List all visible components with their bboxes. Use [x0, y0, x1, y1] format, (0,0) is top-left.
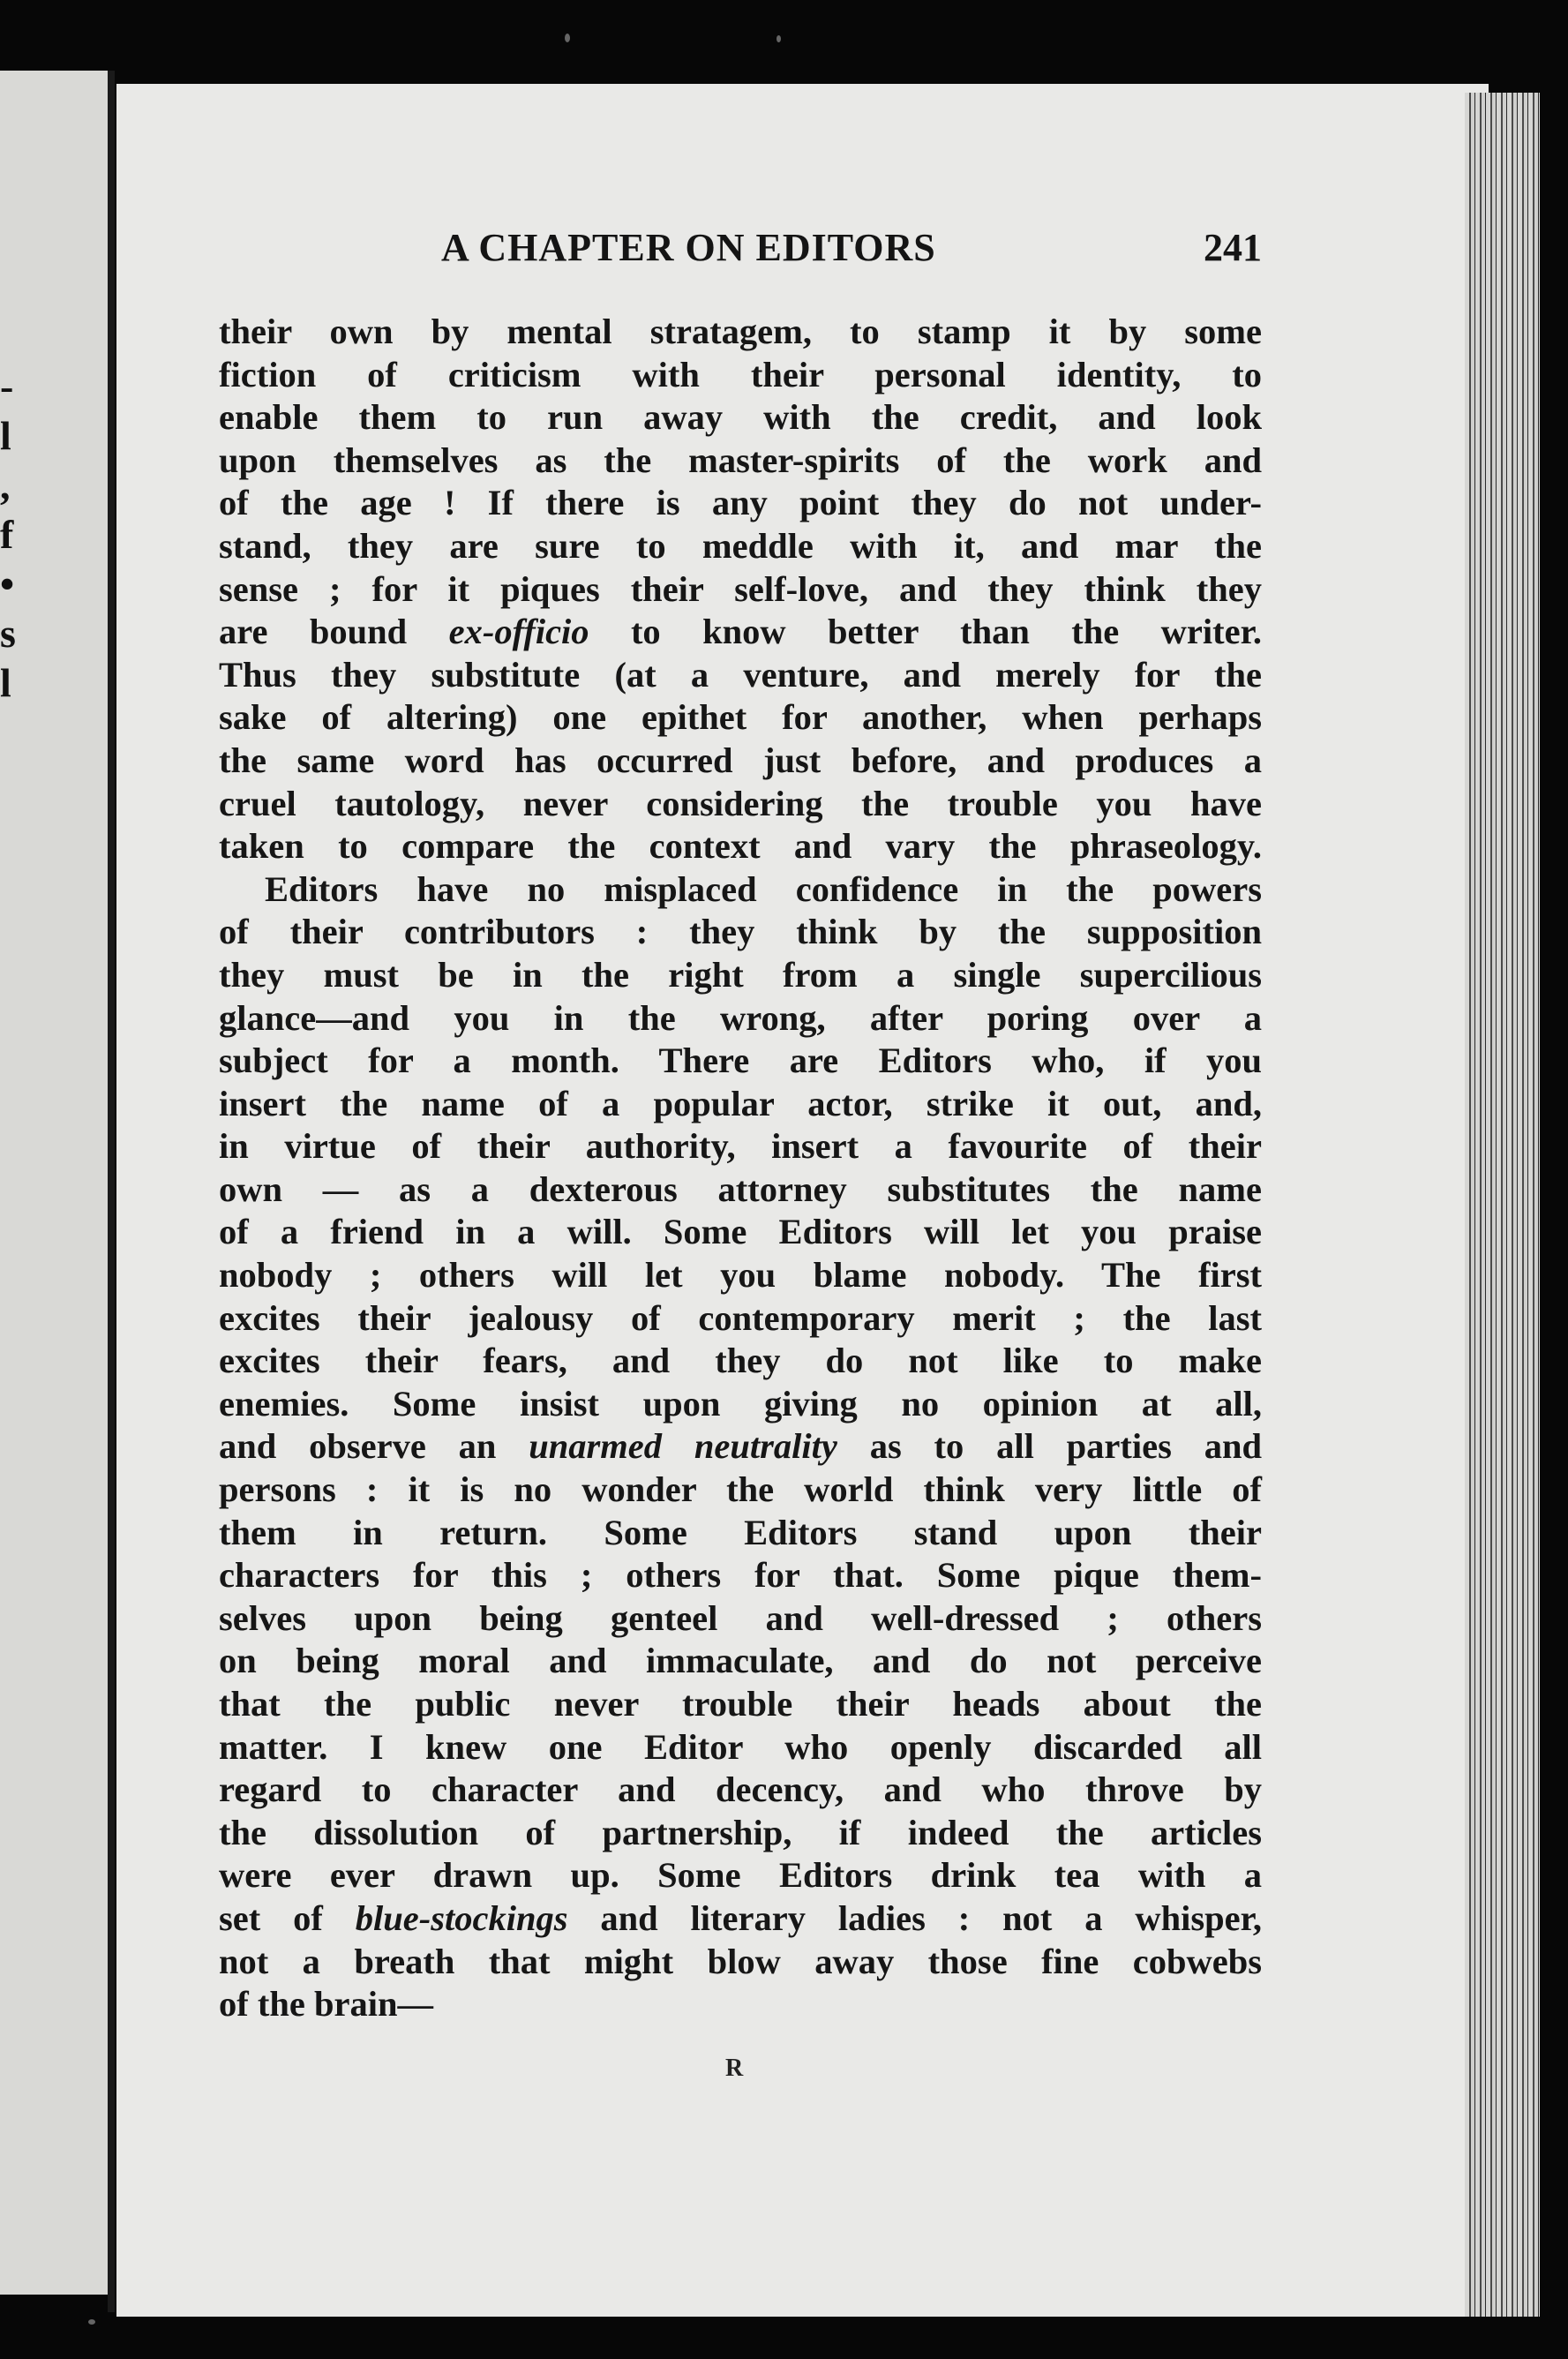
left-margin-mark: •	[0, 561, 15, 606]
text-line: own — as a dexterous attorney substitutes the name	[219, 1168, 1262, 1209]
text-line: are bound ex-officio to know better than the writer.	[219, 612, 1262, 652]
text-line: sense ; for it piques their self-love, and they think they	[219, 568, 1262, 609]
text-line: the dissolution of partnership, if indeed the articles	[219, 1812, 1262, 1852]
book-gutter	[108, 71, 115, 2312]
italic-phrase: blue-stockings	[355, 1897, 568, 1938]
text-line: in virtue of their authority, insert a favourite of their	[219, 1126, 1262, 1167]
text-line: enemies. Some insist upon giving no opinion at all,	[219, 1383, 1262, 1424]
text-line: taken to compare the context and vary the phraseology.	[219, 826, 1262, 867]
text-line: set of blue-stockings and literary ladies : not a whisper,	[219, 1897, 1262, 1938]
dust-speck	[88, 2319, 95, 2325]
left-margin-mark: -	[0, 364, 14, 409]
running-head-title: A CHAPTER ON EDITORS	[441, 226, 936, 269]
text-line: fiction of criticism with their personal identity, to	[219, 354, 1262, 394]
text-line: not a breath that might blow away those fine cobwebs	[219, 1941, 1262, 1981]
text-line: Thus they substitute (at a venture, and merely for the	[219, 654, 1262, 695]
text-line: selves upon being genteel and well-dressed ; others	[219, 1597, 1262, 1638]
text-line: they must be in the right from a single supercilious	[219, 954, 1262, 995]
left-margin-mark: ,	[0, 462, 11, 507]
left-margin-mark: l	[0, 660, 11, 705]
text-line: characters for this ; others for that. Some pique them-	[219, 1555, 1262, 1596]
text-line: and observe an unarmed neutrality as to all parties and	[219, 1426, 1262, 1467]
text-line: excites their fears, and they do not like to make	[219, 1341, 1262, 1381]
text-line: of their contributors : they think by the supposition	[219, 912, 1262, 952]
text-line: of a friend in a will. Some Editors will let you praise	[219, 1212, 1262, 1252]
text-line: of the age ! If there is any point they do not under-	[219, 483, 1262, 523]
left-margin-mark: l	[0, 413, 11, 458]
italic-phrase: unarmed neutrality	[529, 1426, 837, 1467]
text-line: excites their jealousy of contemporary merit ; the last	[219, 1297, 1262, 1338]
left-margin-marks	[0, 362, 35, 1244]
text-line: persons : it is no wonder the world think very little of	[219, 1469, 1262, 1510]
dust-speck	[565, 34, 570, 42]
left-margin-mark: s	[0, 611, 16, 656]
text-line: them in return. Some Editors stand upon their	[219, 1512, 1262, 1552]
page-edges-stack	[1465, 93, 1540, 2317]
page-number: 241	[1204, 226, 1262, 269]
text-line: of the brain—	[219, 1984, 433, 2025]
text-line: regard to character and decency, and who throve by	[219, 1769, 1262, 1810]
text-line: on being moral and immaculate, and do not perceive	[219, 1641, 1262, 1681]
text-line: Editors have no misplaced confidence in the powers	[265, 868, 1262, 909]
text-line: glance—and you in the wrong, after poring over a	[219, 997, 1262, 1038]
text-line: that the public never trouble their heads about the	[219, 1684, 1262, 1724]
text-line: sake of altering) one epithet for another, when perhaps	[219, 697, 1262, 738]
italic-phrase: ex-officio	[448, 612, 589, 652]
body-text	[219, 311, 1262, 2026]
text-line: stand, they are sure to meddle with it, and mar the	[219, 525, 1262, 566]
running-head	[441, 225, 1262, 278]
left-margin-mark: f	[0, 512, 14, 557]
text-line: cruel tautology, never considering the trouble you have	[219, 783, 1262, 823]
text-line: matter. I knew one Editor who openly discarded all	[219, 1726, 1262, 1767]
text-line: subject for a month. There are Editors who, if you	[219, 1041, 1262, 1081]
dust-speck	[776, 35, 781, 42]
text-line: the same word has occurred just before, and produces a	[219, 740, 1262, 780]
text-line: nobody ; others will let you blame nobody. The first	[219, 1255, 1262, 1296]
text-line: upon themselves as the master-spirits of the work and	[219, 439, 1262, 480]
text-line: enable them to run away with the credit, and look	[219, 397, 1262, 438]
signature-mark: R	[725, 2055, 744, 2082]
text-line: insert the name of a popular actor, strike it out, and,	[219, 1083, 1262, 1123]
text-line: were ever drawn up. Some Editors drink tea with a	[219, 1855, 1262, 1896]
previous-page-edge	[0, 71, 110, 2295]
text-line: their own by mental stratagem, to stamp it by some	[219, 312, 1262, 351]
